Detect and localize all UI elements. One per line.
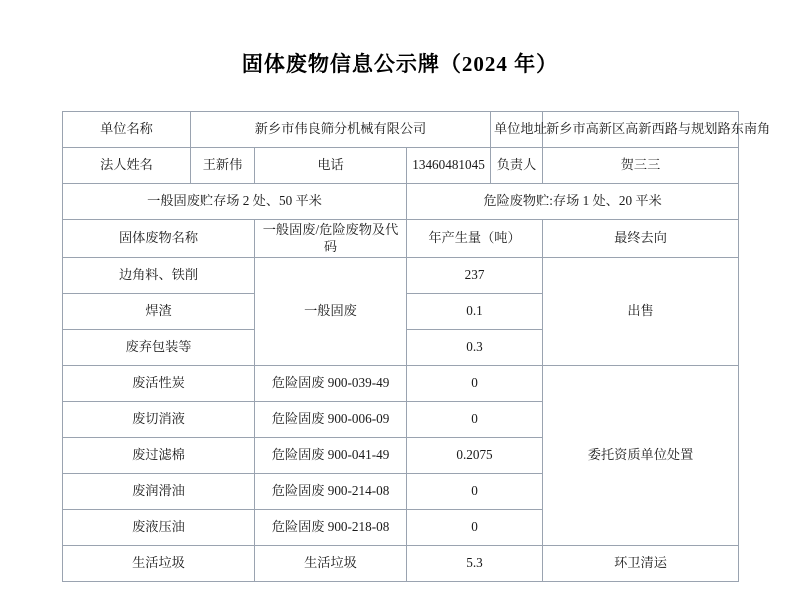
waste-name: 废过滤棉 — [63, 438, 255, 474]
waste-amount: 0 — [407, 402, 543, 438]
waste-info-table-wrapper — [62, 111, 771, 582]
waste-destination-sanitation: 环卫清运 — [543, 546, 739, 582]
col-header-amount: 年产生量（吨） — [407, 220, 543, 258]
table-row — [63, 148, 739, 184]
waste-name: 废弃包装等 — [63, 330, 255, 366]
waste-code: 危险固废 900-218-08 — [255, 510, 407, 546]
waste-amount: 0 — [407, 474, 543, 510]
waste-name: 边角料、铁削 — [63, 258, 255, 294]
waste-destination-entrusted: 委托资质单位处置 — [543, 366, 739, 546]
waste-name: 生活垃圾 — [63, 546, 255, 582]
page-title: 固体废物信息公示牌（2024 年） — [241, 52, 559, 76]
waste-name: 废切消液 — [63, 402, 255, 438]
waste-code: 危险固废 900-214-08 — [255, 474, 407, 510]
waste-info-table-continued — [62, 183, 739, 582]
manager-label: 负责人 — [491, 148, 543, 184]
waste-name: 废活性炭 — [63, 366, 255, 402]
company-name-value: 新乡市伟良筛分机械有限公司 — [191, 112, 491, 148]
table-row — [63, 184, 739, 220]
waste-amount: 0.3 — [407, 330, 543, 366]
legal-phone-value: 13460481045 — [407, 148, 491, 184]
table-row — [63, 546, 739, 582]
waste-amount: 0 — [407, 366, 543, 402]
waste-amount: 0 — [407, 510, 543, 546]
waste-info-table — [62, 111, 771, 184]
waste-destination-sale: 出售 — [543, 258, 739, 366]
company-name-label: 单位名称 — [63, 112, 191, 148]
table-header-row — [63, 220, 739, 258]
waste-amount: 5.3 — [407, 546, 543, 582]
waste-name: 废液压油 — [63, 510, 255, 546]
waste-code: 危险固废 900-041-49 — [255, 438, 407, 474]
table-row — [63, 366, 739, 402]
waste-amount: 0.1 — [407, 294, 543, 330]
general-storage-value: 一般固废贮存场 2 处、50 平米 — [63, 184, 407, 220]
hazard-storage-value: 危险废物贮:存场 1 处、20 平米 — [407, 184, 739, 220]
waste-name: 焊渣 — [63, 294, 255, 330]
waste-name: 废润滑油 — [63, 474, 255, 510]
waste-code-general: 一般固废 — [255, 258, 407, 366]
col-header-code: 一般固废/危险废物及代码 — [255, 220, 407, 258]
manager-value: 贺三三 — [543, 148, 739, 184]
public-notice-page — [0, 48, 800, 607]
col-header-name: 固体废物名称 — [63, 220, 255, 258]
legal-phone-label: 电话 — [255, 148, 407, 184]
legal-person-value: 王新伟 — [191, 148, 255, 184]
table-row — [63, 112, 739, 148]
waste-code: 生活垃圾 — [255, 546, 407, 582]
waste-amount: 237 — [407, 258, 543, 294]
waste-code: 危险固废 900-039-49 — [255, 366, 407, 402]
address-label: 单位地址 — [491, 112, 543, 148]
waste-amount: 0.2075 — [407, 438, 543, 474]
table-row — [63, 258, 739, 294]
address-value: 新乡市高新区高新西路与规划路东南角 — [543, 112, 739, 148]
legal-person-label: 法人姓名 — [63, 148, 191, 184]
col-header-dest: 最终去向 — [543, 220, 739, 258]
waste-code: 危险固废 900-006-09 — [255, 402, 407, 438]
